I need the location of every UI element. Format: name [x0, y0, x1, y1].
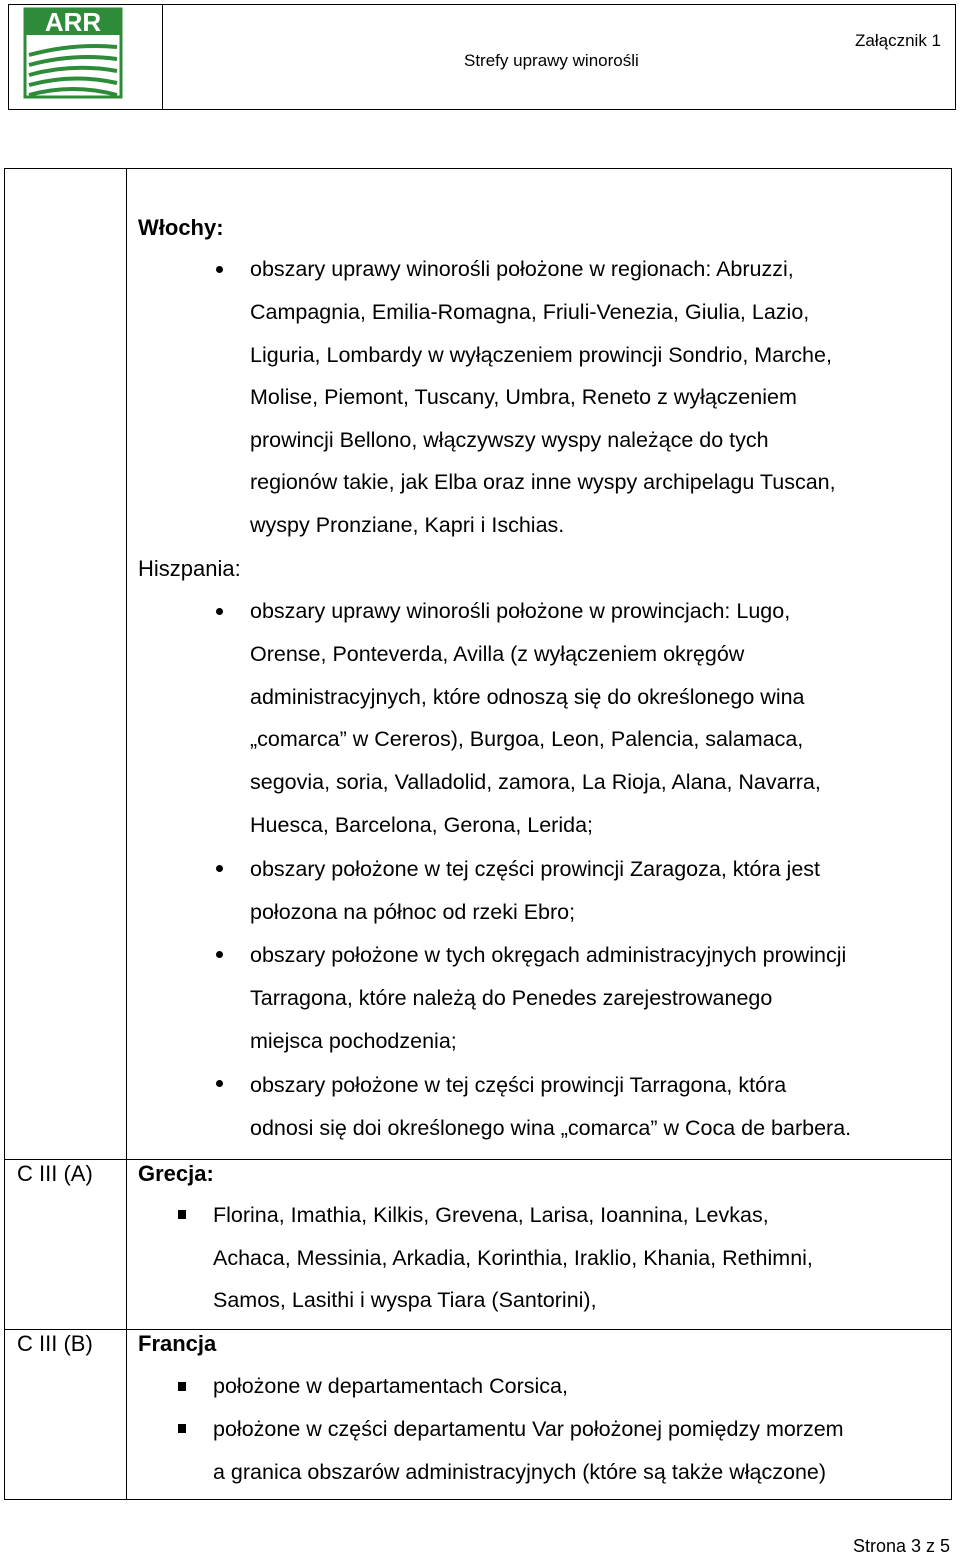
- bullet: [216, 266, 223, 273]
- text-line: obszary uprawy winorośli położone w regionach: Abruzzi,: [250, 257, 794, 281]
- annex-label: Załącznik 1: [855, 31, 941, 50]
- bullet: [216, 608, 223, 615]
- country-france: Francja: [138, 1331, 217, 1356]
- text-line: obszary położone w tej części prowincji Zaragoza, która jest: [250, 857, 821, 881]
- text-line: miejsca pochodzenia;: [250, 1029, 457, 1053]
- text-line: położone w części departamentu Var położonej pomiędzy morzem: [213, 1417, 844, 1441]
- text-line: wyspy Pronziane, Kapri i Ischias.: [250, 513, 565, 537]
- square-bullet: [178, 1210, 186, 1219]
- text-line: Campagnia, Emilia-Romagna, Friuli-Venezia, Giulia, Lazio,: [250, 300, 810, 324]
- text-line: prowincji Bellono, włączywszy wyspy należące do tych: [250, 428, 769, 452]
- text-line: obszary położone w tej części prowincji Tarragona, która: [250, 1073, 787, 1097]
- text-line: położone w departamentach Corsica,: [213, 1374, 568, 1398]
- vineyard-zones-table: [4, 168, 952, 1500]
- text-line: obszary położone w tych okręgach administracyjnych prowincji: [250, 943, 847, 967]
- square-bullet: [178, 1382, 186, 1391]
- arr-logo: [23, 7, 123, 99]
- text-line: a granica obszarów administracyjnych (które są także włączone): [213, 1460, 827, 1484]
- text-line: Tarragona, które należą do Penedes zarejestrowanego: [250, 986, 773, 1010]
- country-italy: Włochy:: [138, 215, 224, 240]
- zone-label-c3b: C III (B): [17, 1331, 93, 1356]
- text-line: Liguria, Lombardy w wyłączeniem prowincji Sondrio, Marche,: [250, 343, 832, 367]
- text-line: administracyjnych, które odnoszą się do określonego wina: [250, 685, 805, 709]
- bullet: [216, 865, 223, 872]
- text-line: obszary uprawy winorośli położone w prowincjach: Lugo,: [250, 599, 791, 623]
- country-greece: Grecja:: [138, 1161, 214, 1186]
- logo-cell: [9, 5, 163, 109]
- column-divider: [126, 169, 127, 1499]
- text-line: „comarca” w Cereros), Burgoa, Leon, Palencia, salamaca,: [250, 727, 804, 751]
- text-line: Achaca, Messinia, Arkadia, Korinthia, Iraklio, Khania, Rethimni,: [213, 1246, 813, 1270]
- row-divider: [5, 1329, 951, 1330]
- text-line: Florina, Imathia, Kilkis, Grevena, Larisa, Ioannina, Levkas,: [213, 1203, 769, 1227]
- text-line: Samos, Lasithi i wyspa Tiara (Santorini),: [213, 1288, 597, 1312]
- document-title: Strefy uprawy winorośli: [464, 51, 639, 70]
- zone-label-c3a: C III (A): [17, 1161, 93, 1186]
- square-bullet: [178, 1424, 186, 1433]
- text-line: odnosi się doi określonego wina „comarca” w Coca de barbera.: [250, 1116, 852, 1140]
- text-line: Molise, Piemont, Tuscany, Umbra, Reneto z wyłączeniem: [250, 385, 797, 409]
- text-line: Huesca, Barcelona, Gerona, Lerida;: [250, 813, 594, 837]
- text-line: regionów takie, jak Elba oraz inne wyspy archipelagu Tuscan,: [250, 470, 836, 494]
- logo-text: ARR: [44, 7, 102, 37]
- bullet: [216, 951, 223, 958]
- text-line: segovia, soria, Valladolid, zamora, La Rioja, Alana, Navarra,: [250, 770, 821, 794]
- row-divider: [5, 1159, 951, 1160]
- text-line: Orense, Ponteverda, Avilla (z wyłączeniem okręgów: [250, 642, 745, 666]
- bullet: [216, 1080, 223, 1087]
- text-line: połozona na północ od rzeki Ebro;: [250, 900, 576, 924]
- page-number: Strona 3 z 5: [852, 1536, 950, 1556]
- country-spain: Hiszpania:: [138, 556, 241, 581]
- page-header: [8, 4, 956, 110]
